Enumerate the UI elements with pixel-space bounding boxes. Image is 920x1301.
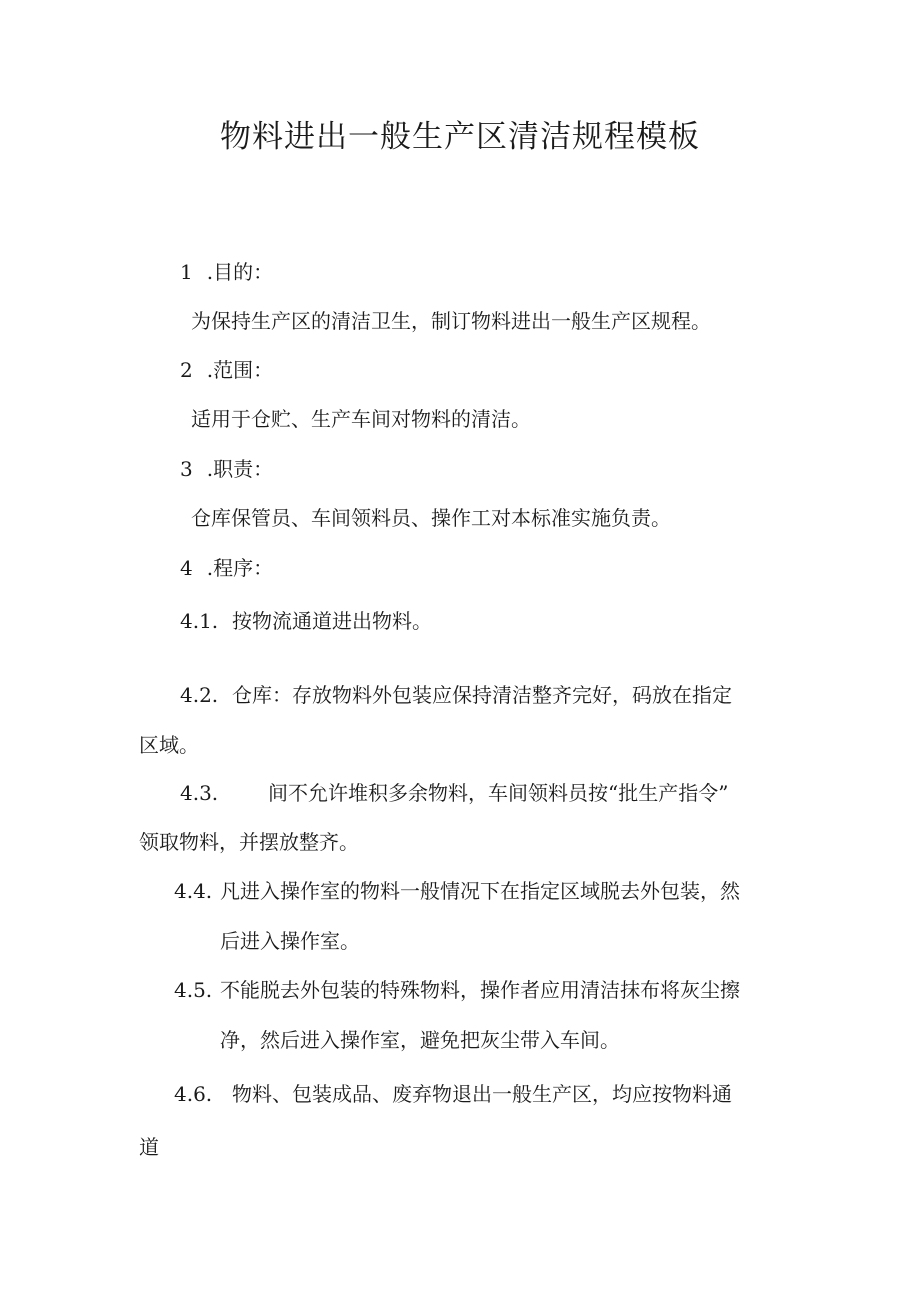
section-4-number: 4: [180, 556, 193, 580]
item-4-1-text: 按物流通道进出物料。: [232, 609, 432, 633]
document-title: 物料进出一般生产区清洁规程模板: [220, 119, 700, 155]
item-4-2-continuation: 区域。: [139, 733, 199, 757]
item-4-2: [180, 681, 732, 709]
item-4-2-text: 仓库：存放物料外包装应保持清洁整齐完好，码放在指定: [232, 683, 732, 707]
section-2-body: 适用于仓贮、生产车间对物料的清洁。: [191, 407, 531, 431]
item-4-5: [174, 976, 740, 1004]
item-4-3-continuation: 领取物料，并摆放整齐。: [139, 830, 359, 854]
section-1-label: .目的：: [206, 260, 274, 284]
section-1-body: 为保持生产区的清洁卫生，制订物料进出一般生产区规程。: [191, 309, 711, 333]
section-4-label: .程序：: [206, 556, 274, 580]
item-4-5-continuation: 净，然后进入操作室，避免把灰尘带入车间。: [220, 1028, 620, 1052]
section-4-heading: [180, 554, 273, 582]
item-4-3-text: 间不允许堆积多余物料，车间领料员按“批生产指令”: [268, 781, 729, 805]
item-4-5-number: 4.5.: [174, 978, 213, 1002]
item-4-4-number: 4.4.: [174, 879, 213, 903]
section-3-body: 仓库保管员、车间领料员、操作工对本标准实施负责。: [191, 506, 671, 530]
item-4-1-number: 4.1.: [180, 609, 219, 633]
section-1-heading: [180, 258, 273, 286]
section-3-number: 3: [180, 457, 193, 481]
item-4-3: [180, 779, 728, 807]
section-2-label: .范围：: [206, 358, 274, 382]
item-4-6-text: 物料、包装成品、废弃物退出一般生产区，均应按物料通: [232, 1082, 732, 1106]
section-2-heading: [180, 356, 273, 384]
item-4-4-continuation: 后进入操作室。: [220, 929, 360, 953]
item-4-2-number: 4.2.: [180, 683, 219, 707]
item-4-6-number: 4.6.: [174, 1082, 213, 1106]
item-4-6: [174, 1080, 732, 1108]
section-1-number: 1: [180, 260, 193, 284]
item-4-5-text: 不能脱去外包装的特殊物料，操作者应用清洁抹布将灰尘擦: [220, 978, 740, 1002]
item-4-3-number: 4.3.: [180, 781, 219, 805]
item-4-1: [180, 607, 432, 635]
item-4-4: [174, 877, 740, 905]
item-4-6-continuation: 道: [139, 1135, 159, 1159]
section-2-number: 2: [180, 358, 193, 382]
section-3-heading: [180, 455, 273, 483]
item-4-4-text: 凡进入操作室的物料一般情况下在指定区域脱去外包装，然: [220, 879, 740, 903]
section-3-label: .职责：: [206, 457, 274, 481]
